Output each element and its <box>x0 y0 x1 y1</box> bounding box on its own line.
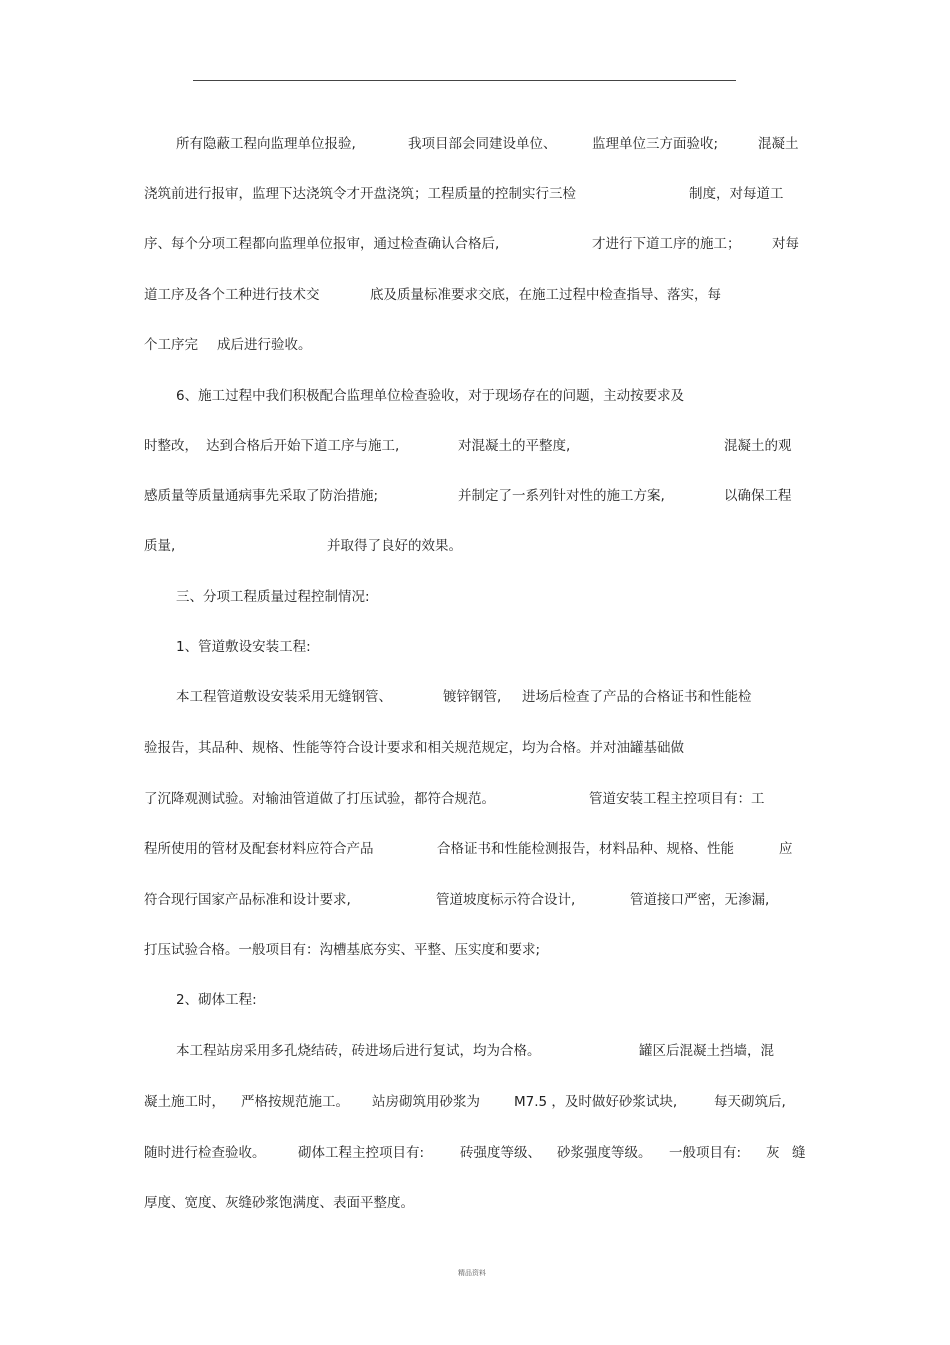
text-segment: 对每 <box>772 236 799 252</box>
text-segment: 质量, <box>144 538 176 554</box>
text-segment: 才进行下道工序的施工； <box>592 236 741 252</box>
text-segment: 进场后检查了产品的合格证书和性能检 <box>522 689 752 705</box>
text-segment: 以确保工程 <box>724 488 792 504</box>
text-segment: 成后进行验收。 <box>217 337 312 353</box>
text-segment: 对混凝土的平整度, <box>458 438 571 454</box>
text-segment: 站房砌筑用砂浆为 <box>372 1094 480 1110</box>
text-segment: 时整改， <box>144 438 198 454</box>
text-segment: 制度，对每道工 <box>689 186 784 202</box>
text-segment: 打压试验合格。一般项目有：沟槽基底夯实、平整、压实度和要求; <box>144 942 541 958</box>
footer-label: 精品资料 <box>458 1269 486 1277</box>
text-segment: 砂浆强度等级。 <box>557 1145 652 1161</box>
text-segment: 道工序及各个工种进行技术交 <box>144 287 320 303</box>
text-segment: 本工程站房采用多孔烧结砖，砖进场后进行复试，均为合格。 <box>176 1043 541 1059</box>
text-segment: 了沉降观测试验。对输油管道做了打压试验，都符合规范。 <box>144 791 495 807</box>
text-segment: 三、分项工程质量过程控制情况: <box>176 589 370 605</box>
text-segment: 应 <box>779 841 793 857</box>
text-segment: 每天砌筑后, <box>714 1094 786 1110</box>
text-segment: 随时进行检查验收。 <box>144 1145 266 1161</box>
text-segment: 管道接口严密，无渗漏, <box>630 892 770 908</box>
text-segment: 厚度、宽度、灰缝砂浆饱满度、表面平整度。 <box>144 1195 414 1211</box>
text-segment: 达到合格后开始下道工序与施工, <box>206 438 400 454</box>
text-segment: 并制定了一系列针对性的施工方案, <box>458 488 665 504</box>
text-segment: 缝 <box>792 1145 806 1161</box>
text-segment: 所有隐蔽工程向监理单位报验, <box>176 136 356 152</box>
text-segment: 砖强度等级、 <box>460 1145 541 1161</box>
text-segment: 浇筑前进行报审，监理下达浇筑令才开盘浇筑；工程质量的控制实行三检 <box>144 186 576 202</box>
text-segment: 本工程管道敷设安装采用无缝钢管、 <box>176 689 392 705</box>
text-segment: 凝土施工时， <box>144 1094 225 1110</box>
text-segment: 一般项目有: <box>669 1145 742 1161</box>
text-segment: 我项目部会同建设单位、 <box>408 136 557 152</box>
text-segment: 并取得了良好的效果。 <box>327 538 462 554</box>
text-segment: 管道安装工程主控项目有：工 <box>589 791 765 807</box>
text-segment: 个工序完 <box>144 337 198 353</box>
text-segment: M7.5 ，及时做好砂浆试块, <box>514 1094 678 1110</box>
text-segment: 砌体工程主控项目有: <box>298 1145 425 1161</box>
text-segment: 合格证书和性能检测报告，材料品种、规格、性能 <box>437 841 734 857</box>
text-segment: 感质量等质量通病事先采取了防治措施; <box>144 488 379 504</box>
text-segment: 混凝土的观 <box>724 438 792 454</box>
text-segment: 管道坡度标示符合设计, <box>436 892 576 908</box>
text-segment: 底及质量标准要求交底，在施工过程中检查指导、落实，每 <box>370 287 721 303</box>
text-segment: 镀锌钢管, <box>443 689 502 705</box>
header-rule <box>193 80 736 81</box>
text-segment: 2、砌体工程: <box>176 992 257 1008</box>
text-segment: 罐区后混凝土挡墙，混 <box>639 1043 774 1059</box>
text-segment: 混凝土 <box>758 136 799 152</box>
text-segment: 程所使用的管材及配套材料应符合产品 <box>144 841 374 857</box>
text-segment: 序、每个分项工程都向监理单位报审，通过检查确认合格后, <box>144 236 500 252</box>
text-segment: 1、管道敷设安装工程: <box>176 639 311 655</box>
text-segment: 6、施工过程中我们积极配合监理单位检查验收，对于现场存在的问题，主动按要求及 <box>176 388 685 404</box>
text-segment: 监理单位三方面验收; <box>592 136 719 152</box>
text-segment: 严格按规范施工。 <box>241 1094 349 1110</box>
text-segment: 验报告，其品种、规格、性能等符合设计要求和相关规范规定，均为合格。并对油罐基础做 <box>144 740 684 756</box>
text-segment: 灰 <box>766 1145 780 1161</box>
text-segment: 符合现行国家产品标准和设计要求, <box>144 892 351 908</box>
